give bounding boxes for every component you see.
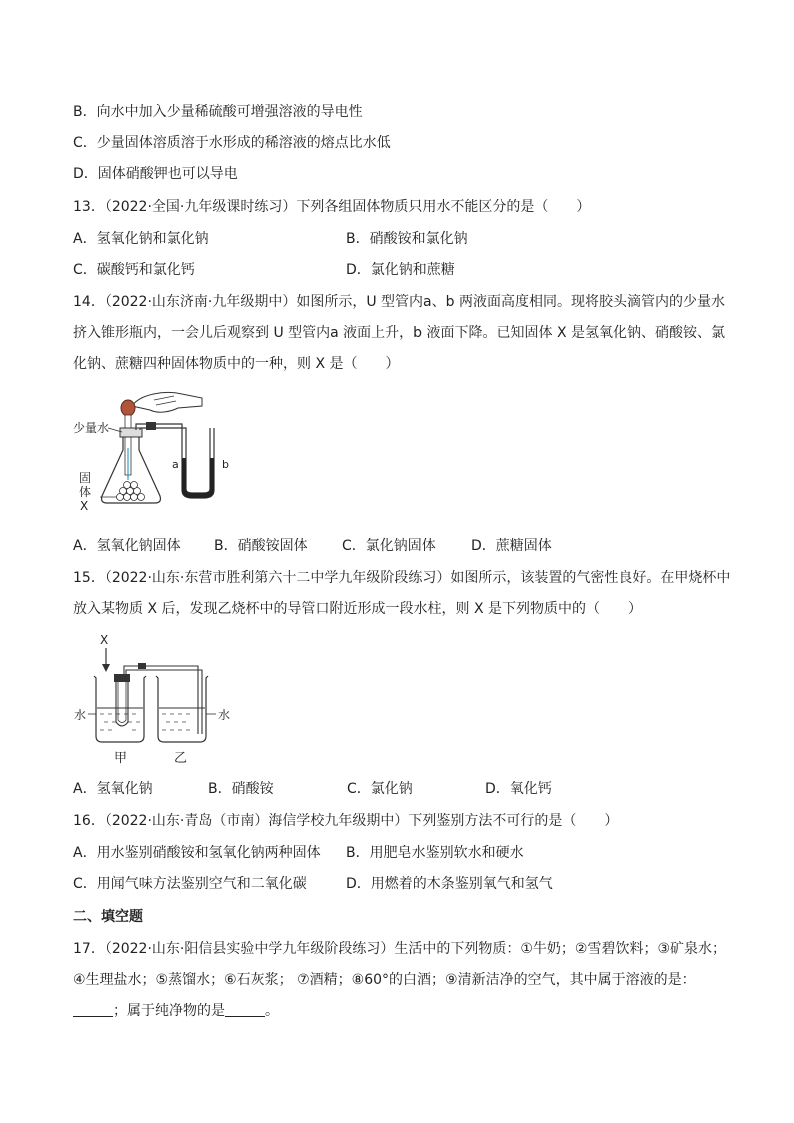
q12-option-d: D．固体硝酸钾也可以导电 [73, 166, 238, 182]
hand-icon [132, 393, 202, 413]
label-solid-1: 固 [79, 471, 92, 485]
q15-option-d: D．氧化钙 [485, 781, 552, 797]
q14-option-c: C．氯化钠固体 [342, 538, 436, 554]
q17-part-b: 。 [265, 1003, 279, 1019]
section-title: 二、填空题 [73, 909, 143, 925]
stopper [114, 674, 130, 682]
label-solid-3: X [80, 499, 89, 513]
q12-option-c: C．少量固体溶质溶于水形成的稀溶液的熔点比水低 [73, 135, 391, 151]
q14-stem-line2: 挤入锥形瓶内，一会儿后观察到 U 型管内a 液面上升，b 液面下降。已知固体 X 是氢氧化钠、硝酸铵、氯 [73, 325, 726, 341]
solid-beads [117, 482, 145, 501]
label-jia: 甲 [114, 751, 128, 766]
label-water-right: 水 [218, 708, 231, 722]
stopper [120, 428, 142, 437]
q14-stem-line3: 化钠、蔗糖四种固体物质中的一种，则 X 是（ ） [73, 356, 400, 372]
label-water-left: 水 [74, 708, 87, 722]
q15-option-b: B．硝酸铵 [208, 781, 274, 797]
beaker-yi-icon [156, 676, 208, 742]
q13-option-c: C．碳酸钙和氯化钙 [73, 262, 195, 278]
q14-option-b: B．硝酸铵固体 [214, 538, 308, 554]
q15-stem-line1: 15．（2022·山东·东营市胜利第六十二中学九年级阶段练习）如图所示，该装置的气密性良好。在甲烧杯中 [73, 570, 731, 586]
label-b: b [222, 458, 229, 471]
q15-option-a: A．氢氧化钠 [73, 781, 153, 797]
q17-part-a: ；属于纯净物的是 [113, 1003, 225, 1019]
q13-option-a: A．氢氧化钠和氯化钠 [73, 231, 209, 247]
q16-option-d: D．用燃着的木条鉴别氧气和氢气 [346, 876, 553, 892]
q16-option-b: B．用肥皂水鉴别软水和硬水 [346, 845, 524, 861]
label-small-water: 少量水 [73, 421, 110, 435]
label-x: X [100, 633, 109, 647]
q14-stem-line1: 14．（2022·山东济南·九年级期中）如图所示，U 型管内a、b 两液面高度相同。现将胶头滴管内的少量水 [73, 294, 725, 310]
q14-figure [70, 388, 250, 518]
q17-stem-line2: ④生理盐水；⑤蒸馏水；⑥石灰浆； ⑦酒精；⑧60°的白酒；⑨清新洁净的空气，其中属于溶液的是： [73, 972, 696, 988]
q13-option-d: D．氯化钠和蔗糖 [346, 262, 455, 278]
q15-stem-line2: 放入某物质 X 后，发现乙烧杯中的导管口附近形成一段水柱，则 X 是下列物质中的（ ） [73, 601, 642, 617]
q13-option-b: B．硝酸铵和氯化钠 [346, 231, 468, 247]
q13-stem: 13．（2022·全国·九年级课时练习）下列各组固体物质只用水不能区分的是（ ） [73, 199, 591, 215]
answer-blank-1[interactable] [73, 1002, 113, 1017]
label-solid-2: 体 [79, 485, 92, 499]
connector-tube [136, 424, 182, 484]
dropper-bulb-icon [121, 400, 135, 416]
q16-option-c: C．用闻气味方法鉴别空气和二氧化碳 [73, 876, 307, 892]
label-yi: 乙 [174, 751, 188, 766]
q17-stem-line3 [73, 1001, 279, 1021]
q14-option-d: D．蔗糖固体 [471, 538, 552, 554]
q16-option-a: A．用水鉴别硝酸铵和氢氧化钠两种固体 [73, 845, 321, 861]
q17-stem-line1: 17．（2022·山东·阳信县实验中学九年级阶段练习）生活中的下列物质：①牛奶；②雪碧饮料；③矿泉水； [73, 941, 726, 957]
q12-option-b: B．向水中加入少量稀硫酸可增强溶液的导电性 [73, 104, 363, 120]
q16-stem: 16．（2022·山东·青岛（市南）海信学校九年级期中）下列鉴别方法不可行的是（ ） [73, 813, 619, 829]
beaker-jia-icon [94, 676, 146, 742]
u-tube-icon [182, 428, 214, 498]
q15-option-c: C．氯化钠 [347, 781, 413, 797]
answer-blank-2[interactable] [225, 1002, 265, 1017]
q15-figure [74, 630, 244, 768]
q14-option-a: A．氢氧化钠固体 [73, 538, 181, 554]
label-a: a [172, 458, 179, 471]
